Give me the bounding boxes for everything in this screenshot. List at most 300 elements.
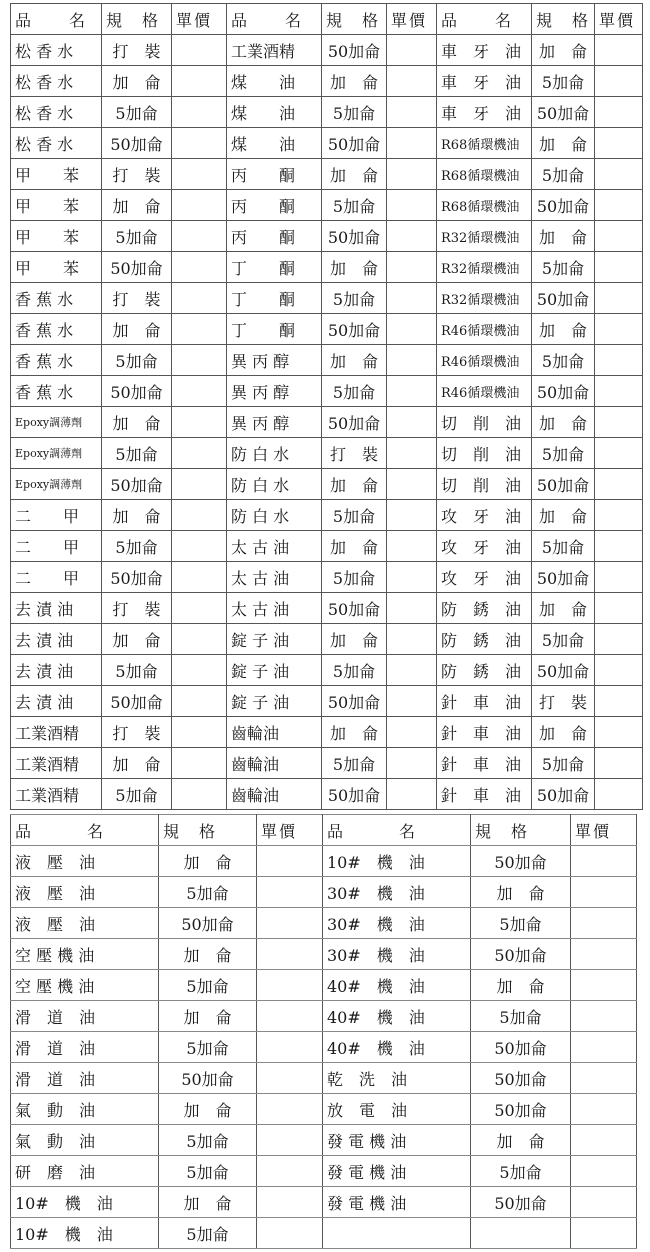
column-header: 單價 [257,815,323,846]
spec-cell: 50加侖 [322,686,387,717]
spec-cell: 加 侖 [532,500,595,531]
spec-cell: 5加侖 [471,1001,571,1032]
table-row [11,846,637,877]
spec-cell: 加 侖 [159,1187,257,1218]
product-name-cell: R32循環機油 [437,283,532,314]
spec-cell: 5加侖 [322,748,387,779]
table-row [11,779,643,810]
price-cell [257,939,323,970]
product-name-cell: 研 磨 油 [11,1156,159,1187]
price-cell [172,159,227,190]
product-name-cell: 工業酒精 [11,779,102,810]
price-cell [387,66,437,97]
price-cell [387,97,437,128]
spec-cell: 5加侖 [102,779,172,810]
product-name-cell: 防 銹 油 [437,593,532,624]
price-cell [571,1063,637,1094]
spec-cell: 5加侖 [102,221,172,252]
product-name-cell: 甲 苯 [11,252,102,283]
price-cell [387,593,437,624]
product-name-cell: 液 壓 油 [11,846,159,877]
spec-cell: 5加侖 [322,376,387,407]
spec-cell: 加 侖 [322,159,387,190]
product-name-cell: 去 漬 油 [11,655,102,686]
price-cell [595,593,643,624]
price-cell [387,407,437,438]
table-row [11,1063,637,1094]
price-cell [387,376,437,407]
product-name-cell: 丁 酮 [227,252,322,283]
product-name-cell: Epoxy調薄劑 [11,438,102,469]
product-name-cell: 異 丙 醇 [227,376,322,407]
product-name-cell: 30# 機 油 [323,877,471,908]
product-name-cell: 滑 道 油 [11,1032,159,1063]
spec-cell: 加 侖 [102,314,172,345]
price-cell [257,1156,323,1187]
product-name-cell: 工業酒精 [11,748,102,779]
table-row [11,500,643,531]
price-cell [387,686,437,717]
price-cell [257,970,323,1001]
product-name-cell: 太 古 油 [227,593,322,624]
price-cell [595,221,643,252]
table-row [11,283,643,314]
price-cell [387,314,437,345]
product-name-cell: 松 香 水 [11,97,102,128]
table-row [11,748,643,779]
product-name-cell: 香 蕉 水 [11,283,102,314]
spec-cell: 加 侖 [532,128,595,159]
table-row [11,1125,637,1156]
spec-cell: 5加侖 [159,1125,257,1156]
table-row [11,908,637,939]
price-cell [172,531,227,562]
spec-cell: 加 侖 [322,252,387,283]
product-name-cell: R46循環機油 [437,376,532,407]
product-name-cell: 氣 動 油 [11,1094,159,1125]
product-name-cell: 切 削 油 [437,469,532,500]
product-name-cell: 發 電 機 油 [323,1187,471,1218]
spec-cell: 打 裝 [102,717,172,748]
spec-cell: 加 侖 [322,469,387,500]
price-cell [387,531,437,562]
product-name-cell: 切 削 油 [437,407,532,438]
spec-cell: 50加侖 [322,221,387,252]
price-cell [257,908,323,939]
product-name-cell: 煤 油 [227,66,322,97]
product-name-cell: 錠 子 油 [227,624,322,655]
price-cell [172,624,227,655]
spec-cell: 5加侖 [322,500,387,531]
price-cell [595,407,643,438]
spec-cell: 5加侖 [159,1032,257,1063]
spec-cell: 5加侖 [322,97,387,128]
price-cell [257,1063,323,1094]
price-cell [571,970,637,1001]
price-cell [172,97,227,128]
product-name-cell: 錠 子 油 [227,655,322,686]
table-row [11,624,643,655]
price-cell [595,438,643,469]
price-cell [172,779,227,810]
price-cell [172,469,227,500]
product-name-cell: 去 漬 油 [11,686,102,717]
product-name-cell: 攻 牙 油 [437,531,532,562]
column-header: 品 名 [227,4,322,35]
spec-cell: 50加侖 [102,469,172,500]
product-name-cell: 40# 機 油 [323,970,471,1001]
product-name-cell: 二 甲 [11,500,102,531]
price-cell [172,252,227,283]
product-name-cell: 丙 酮 [227,159,322,190]
spec-cell: 50加侖 [102,562,172,593]
spec-cell: 50加侖 [532,779,595,810]
product-name-cell: R46循環機油 [437,314,532,345]
spec-cell: 50加侖 [322,407,387,438]
product-name-cell: 甲 苯 [11,159,102,190]
product-name-cell: 二 甲 [11,531,102,562]
spec-cell: 5加侖 [532,159,595,190]
spec-cell: 5加侖 [471,1156,571,1187]
spec-cell: 加 侖 [322,345,387,376]
price-cell [571,1094,637,1125]
price-cell [172,562,227,593]
product-name-cell: 液 壓 油 [11,877,159,908]
product-name-cell [323,1218,471,1249]
spec-cell: 加 侖 [471,877,571,908]
column-header: 品 名 [323,815,471,846]
product-name-cell: 針 車 油 [437,748,532,779]
product-name-cell: 香 蕉 水 [11,345,102,376]
price-cell [387,128,437,159]
price-cell [387,500,437,531]
spec-cell: 打 裝 [102,35,172,66]
spec-cell: 50加侖 [471,939,571,970]
product-name-cell: 攻 牙 油 [437,562,532,593]
spec-cell: 加 侖 [322,531,387,562]
column-header: 品 名 [11,815,159,846]
spec-cell: 50加侖 [532,562,595,593]
product-name-cell: 車 牙 油 [437,35,532,66]
product-name-cell: 乾 洗 油 [323,1063,471,1094]
product-name-cell: 松 香 水 [11,66,102,97]
table-row [11,593,643,624]
spec-cell: 加 侖 [102,500,172,531]
table-row [11,345,643,376]
table-row [11,562,643,593]
spec-cell: 加 侖 [322,717,387,748]
spec-cell: 5加侖 [159,877,257,908]
spec-cell: 加 侖 [471,970,571,1001]
spec-cell: 50加侖 [159,1063,257,1094]
spec-cell: 加 侖 [159,846,257,877]
product-name-cell: 滑 道 油 [11,1001,159,1032]
spec-cell: 50加侖 [471,1094,571,1125]
product-name-cell: 錠 子 油 [227,686,322,717]
product-name-cell: 發 電 機 油 [323,1156,471,1187]
column-header: 品 名 [11,4,102,35]
price-cell [595,35,643,66]
spec-cell: 5加侖 [159,1156,257,1187]
product-name-cell: 異 丙 醇 [227,345,322,376]
spec-cell: 50加侖 [322,128,387,159]
product-name-cell: 齒輪油 [227,779,322,810]
price-cell [571,1125,637,1156]
product-name-cell: R68循環機油 [437,190,532,221]
price-cell [387,624,437,655]
product-table-top [10,3,643,810]
price-cell [172,500,227,531]
spec-cell: 加 侖 [532,314,595,345]
product-name-cell: 煤 油 [227,97,322,128]
price-cell [172,686,227,717]
product-name-cell: 防 銹 油 [437,655,532,686]
spec-cell: 加 侖 [532,407,595,438]
product-name-cell: 甲 苯 [11,221,102,252]
price-cell [595,500,643,531]
product-name-cell: 去 漬 油 [11,593,102,624]
product-name-cell: 齒輪油 [227,748,322,779]
table-row [11,438,643,469]
spec-cell: 50加侖 [102,376,172,407]
table-row [11,686,643,717]
price-cell [172,376,227,407]
product-name-cell: Epoxy調薄劑 [11,407,102,438]
spec-cell: 5加侖 [322,562,387,593]
price-cell [595,128,643,159]
product-name-cell: 丁 酮 [227,314,322,345]
product-name-cell: 防 白 水 [227,469,322,500]
spec-cell [471,1218,571,1249]
price-cell [172,593,227,624]
spec-cell: 加 侖 [102,66,172,97]
price-cell [387,283,437,314]
table-row [11,128,643,159]
spec-cell: 5加侖 [102,531,172,562]
product-name-cell: 氣 動 油 [11,1125,159,1156]
product-name-cell: R68循環機油 [437,159,532,190]
price-cell [595,655,643,686]
spec-cell: 打 裝 [102,593,172,624]
product-name-cell: 放 電 油 [323,1094,471,1125]
product-name-cell: 工業酒精 [11,717,102,748]
spec-cell: 50加侖 [322,35,387,66]
spec-cell: 加 侖 [532,593,595,624]
price-cell [387,438,437,469]
price-cell [571,1187,637,1218]
product-name-cell: 40# 機 油 [323,1032,471,1063]
column-header: 單價 [387,4,437,35]
price-cell [571,1218,637,1249]
spec-cell: 50加侖 [322,314,387,345]
product-name-cell: 二 甲 [11,562,102,593]
price-cell [387,159,437,190]
table-row [11,407,643,438]
price-cell [571,1001,637,1032]
price-cell [172,748,227,779]
price-cell [595,469,643,500]
price-cell [257,1094,323,1125]
product-table-bottom [10,814,637,1249]
price-cell [172,283,227,314]
price-cell [387,221,437,252]
table-row [11,939,637,970]
spec-cell: 5加侖 [532,748,595,779]
product-name-cell: 切 削 油 [437,438,532,469]
price-cell [571,877,637,908]
price-cell [387,748,437,779]
price-cell [571,846,637,877]
price-cell [595,190,643,221]
product-name-cell: 煤 油 [227,128,322,159]
product-name-cell: 針 車 油 [437,717,532,748]
price-cell [387,469,437,500]
product-name-cell: 30# 機 油 [323,908,471,939]
table-row [11,1156,637,1187]
spec-cell: 50加侖 [532,376,595,407]
spec-cell: 50加侖 [102,686,172,717]
spec-cell: 50加侖 [102,252,172,283]
table-row [11,221,643,252]
product-name-cell: 滑 道 油 [11,1063,159,1094]
header-row [11,815,637,846]
spec-cell: 加 侖 [322,624,387,655]
price-cell [595,345,643,376]
spec-cell: 50加侖 [532,655,595,686]
price-cell [595,252,643,283]
spec-cell: 5加侖 [159,970,257,1001]
spec-cell: 50加侖 [532,283,595,314]
spec-cell: 打 裝 [322,438,387,469]
table-row [11,35,643,66]
price-cell [595,717,643,748]
spec-cell: 5加侖 [532,252,595,283]
spec-cell: 50加侖 [471,1032,571,1063]
product-name-cell: 異 丙 醇 [227,407,322,438]
product-name-cell: 丙 酮 [227,221,322,252]
spec-cell: 加 侖 [159,1001,257,1032]
spec-cell: 50加侖 [471,846,571,877]
product-name-cell: 空 壓 機 油 [11,939,159,970]
spec-cell: 打 裝 [102,159,172,190]
column-header: 規 格 [532,4,595,35]
product-name-cell: 香 蕉 水 [11,314,102,345]
price-cell [172,438,227,469]
spec-cell: 加 侖 [471,1125,571,1156]
spec-cell: 50加侖 [159,908,257,939]
spec-cell: 加 侖 [532,221,595,252]
product-name-cell: R32循環機油 [437,221,532,252]
price-cell [387,717,437,748]
product-name-cell: 防 白 水 [227,438,322,469]
spec-cell: 5加侖 [322,655,387,686]
table-row [11,1187,637,1218]
product-name-cell: 太 古 油 [227,562,322,593]
product-name-cell: 針 車 油 [437,686,532,717]
price-cell [387,779,437,810]
product-name-cell: 液 壓 油 [11,908,159,939]
product-name-cell: 10# 機 油 [11,1187,159,1218]
price-cell [257,877,323,908]
spec-cell: 加 侖 [102,748,172,779]
product-name-cell: 去 漬 油 [11,624,102,655]
spec-cell: 5加侖 [471,908,571,939]
column-header: 規 格 [471,815,571,846]
product-name-cell: 香 蕉 水 [11,376,102,407]
price-cell [387,345,437,376]
product-name-cell: 太 古 油 [227,531,322,562]
table-row [11,159,643,190]
spec-cell: 打 裝 [532,686,595,717]
price-cell [595,531,643,562]
table-row [11,1218,637,1249]
spec-cell: 50加侖 [322,593,387,624]
price-cell [257,1001,323,1032]
price-cell [571,908,637,939]
price-cell [172,314,227,345]
price-cell [595,562,643,593]
spec-cell: 5加侖 [322,190,387,221]
price-cell [257,1218,323,1249]
price-cell [172,190,227,221]
column-header: 規 格 [159,815,257,846]
product-name-cell: 發 電 機 油 [323,1125,471,1156]
product-name-cell: 車 牙 油 [437,66,532,97]
price-cell [595,686,643,717]
product-name-cell: 30# 機 油 [323,939,471,970]
spec-cell: 50加侖 [102,128,172,159]
spec-cell: 5加侖 [532,531,595,562]
table-row [11,717,643,748]
product-name-cell: 車 牙 油 [437,97,532,128]
product-name-cell: 工業酒精 [227,35,322,66]
spec-cell: 加 侖 [159,1094,257,1125]
price-cell [387,252,437,283]
spec-cell: 加 侖 [532,717,595,748]
price-cell [172,35,227,66]
spec-cell: 5加侖 [102,438,172,469]
price-cell [172,345,227,376]
price-cell [172,221,227,252]
price-cell [387,190,437,221]
table-row [11,469,643,500]
spec-cell: 5加侖 [532,438,595,469]
column-header: 單價 [571,815,637,846]
price-cell [387,655,437,686]
product-name-cell: 松 香 水 [11,128,102,159]
table-row [11,252,643,283]
table-row [11,655,643,686]
price-cell [172,66,227,97]
spec-cell: 加 侖 [102,190,172,221]
product-name-cell: R68循環機油 [437,128,532,159]
spec-cell: 50加侖 [471,1187,571,1218]
spec-cell: 50加侖 [532,190,595,221]
product-name-cell: 防 銹 油 [437,624,532,655]
price-cell [595,159,643,190]
header-row [11,4,643,35]
price-cell [172,128,227,159]
spec-cell: 加 侖 [532,35,595,66]
price-cell [257,1032,323,1063]
price-cell [387,35,437,66]
product-name-cell: 40# 機 油 [323,1001,471,1032]
table-row [11,1094,637,1125]
product-name-cell: 10# 機 油 [11,1218,159,1249]
product-name-cell: 甲 苯 [11,190,102,221]
product-name-cell: 空 壓 機 油 [11,970,159,1001]
product-name-cell: R46循環機油 [437,345,532,376]
